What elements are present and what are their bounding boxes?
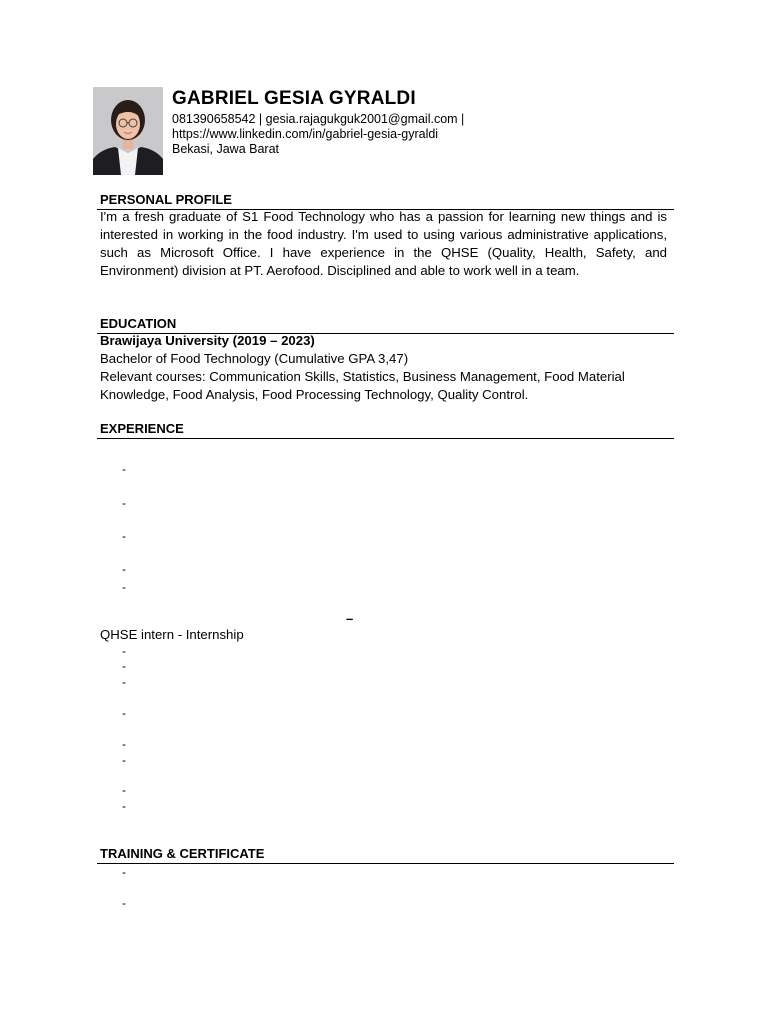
education-school: Brawijaya University (2019 – 2023) (100, 333, 315, 348)
experience-bullet: - (122, 462, 126, 476)
linkedin-link[interactable]: https://www.linkedin.com/in/gabriel-gesia-gyraldi (172, 127, 439, 141)
training-bullet: - (122, 865, 126, 879)
experience-bullet: - (122, 737, 126, 751)
experience-bullet: - (122, 562, 126, 576)
experience-divider (97, 438, 674, 439)
experience-bullet: - (122, 496, 126, 510)
education-courses-line-2: Knowledge, Food Analysis, Food Processing Technology, Quality Control. (100, 387, 529, 402)
profile-heading: PERSONAL PROFILE (100, 192, 232, 207)
experience-bullet: - (122, 706, 126, 720)
experience-bullet: - (122, 799, 126, 813)
education-courses-line-1: Relevant courses: Communication Skills, Statistics, Business Management, Food Material (100, 369, 625, 384)
education-heading: EDUCATION (100, 316, 177, 331)
experience-bullet: - (122, 675, 126, 689)
experience-bullet: - (122, 659, 126, 673)
experience-heading: EXPERIENCE (100, 421, 184, 436)
experience-separator: – (346, 611, 354, 626)
training-bullet: - (122, 896, 126, 910)
experience-bullet: - (122, 783, 126, 797)
location: Bekasi, Jawa Barat (172, 142, 279, 156)
experience-role: QHSE intern - Internship (100, 627, 244, 642)
candidate-name: GABRIEL GESIA GYRALDI (172, 88, 416, 109)
experience-bullet: - (122, 644, 126, 658)
portrait-image (93, 87, 163, 175)
training-heading: TRAINING & CERTIFICATE (100, 846, 265, 861)
training-divider (97, 863, 674, 864)
profile-photo (93, 87, 163, 175)
experience-bullet: - (122, 529, 126, 543)
contact-phone-email[interactable]: 081390658542 | gesia.rajagukguk2001@gmail.com | (172, 112, 465, 126)
experience-bullet: - (122, 580, 126, 594)
experience-bullet: - (122, 753, 126, 767)
education-degree: Bachelor of Food Technology (Cumulative GPA 3,47) (100, 351, 409, 366)
profile-text: I'm a fresh graduate of S1 Food Technology who has a passion for learning new things and is interested in working in the food industry. I'm used to using various administrative applications, such as Microsoft Office. I have experience in the QHSE (Quality, Health, Safety, and Environment) division at PT. Aerofood. Disciplined and able to work well in a team. (100, 209, 667, 278)
